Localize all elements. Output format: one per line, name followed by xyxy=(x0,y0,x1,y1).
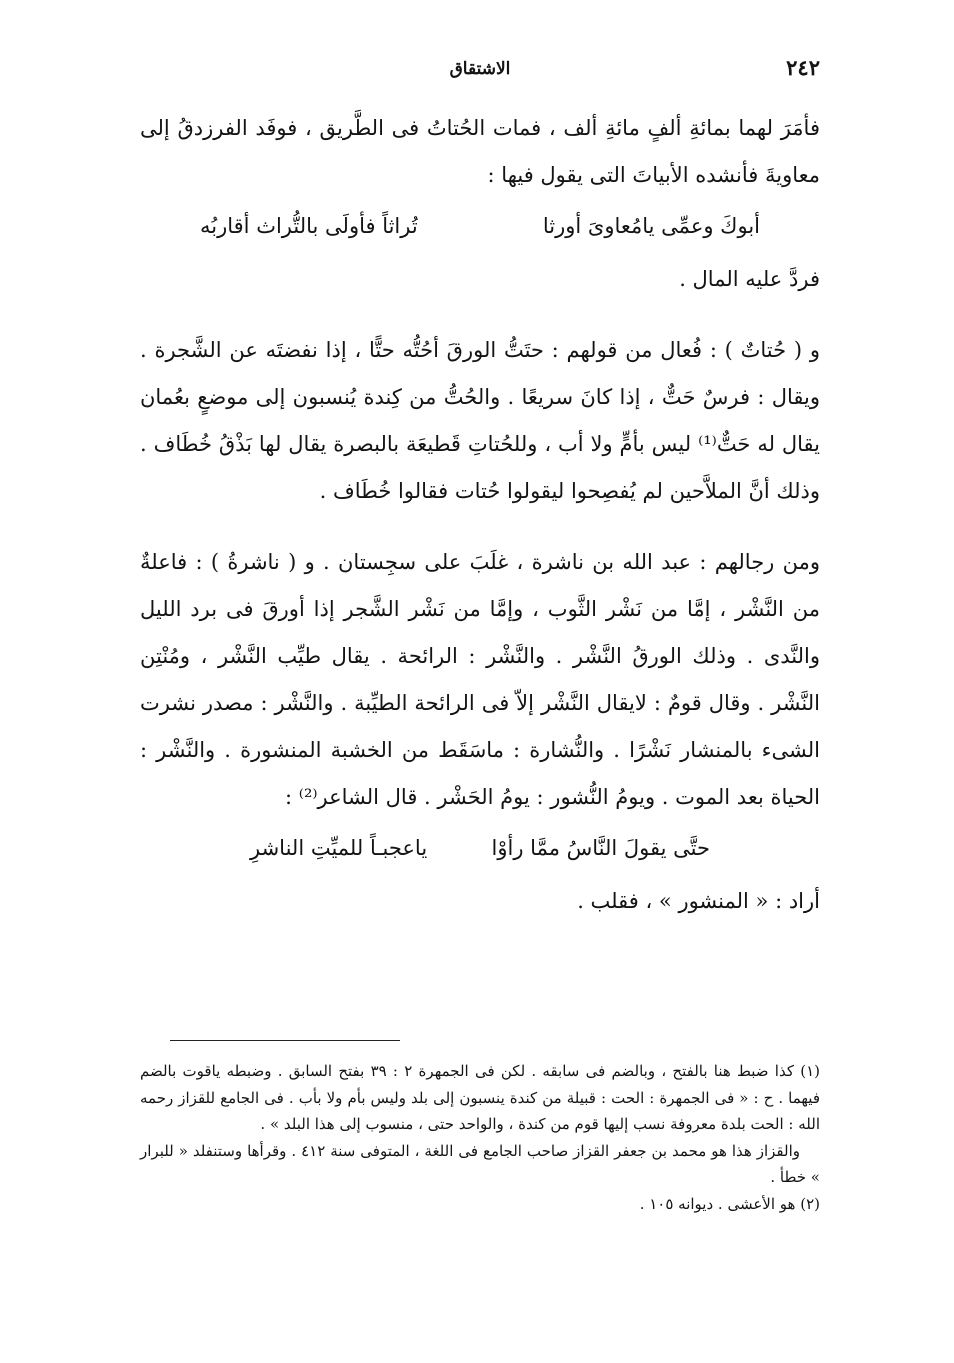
footnote-divider xyxy=(170,1040,400,1041)
footnote-2: (٢) هو الأعشى . ديوانه ١٠٥ . xyxy=(639,1194,820,1213)
footnote-1: (١) كذا ضبط هنا بالفتح ، وبالضم فى سابقه . لكن فى الجمهرة ٢ : ٣٩ بفتح السابق . وضبطه ياقوت بالضم فيهما . ح : « فى الجمهرة : الحت : قبيلة من كندة ينسبون إلى بلد وليس بأم ولا بأب . فى الجامع للقزاز رحمه الله : الحت بلدة معروفة نسب إليها قوم من كندة ، والواحد حتى ، منسوب إلى هذا البلد » . xyxy=(140,1062,820,1133)
page-header xyxy=(140,55,820,91)
paragraph-3: و ( حُتاتٌ ) : فُعال من قولهم : حتَتُّ الورقَ أحُتُّه حتًّا ، إذا نفضتَه عن الشَّجرة . ويقال : فرسٌ حَتٌّ ، إذا كانَ سريعًا . والحُتُّ من كِندة يُنسبون إلى موضعٍ بعُمان يقال له حَتٌّ⁽¹⁾ ليس بأمٍّ ولا أب ، وللحُتاتِ قَطيعَة بالبصرة يقال لها بَذْقُ خُطَاف . وذلك أنَّ الملاَّحين لم يُفصِحوا ليقولوا حُتات فقالوا خُطَاف . xyxy=(140,338,820,503)
running-title: الاشتقاق xyxy=(449,59,511,79)
paragraph-5: أراد : « المنشور » ، فقلب . xyxy=(577,889,820,913)
verse-1 xyxy=(200,203,760,250)
page xyxy=(140,55,820,925)
footnote-1-continuation: والقزاز هذا هو محمد بن جعفر القزاز صاحب الجامع فى اللغة ، المتوفى سنة ٤١٢ . وقرأها وستنفلد « للبرار » خطأ . xyxy=(140,1141,820,1186)
paragraph-2: فردَّ عليه المال . xyxy=(679,267,820,291)
verse-2-second-hemistich: ياعجبـاً للميِّتِ الناشرِ xyxy=(250,836,428,860)
verse-1-first-hemistich: أبوكَ وعمِّى يامُعاوىَ أورثا xyxy=(542,214,760,238)
verse-2-first-hemistich: حتَّى يقولَ النَّاسُ ممَّا رأوْا xyxy=(491,836,710,860)
page-number: ٢٤٢ xyxy=(786,55,820,80)
verse-2 xyxy=(250,825,710,872)
paragraph-1: فأمَرَ لهما بمائةِ ألفٍ مائةِ ألف ، فمات الحُتاتُ فى الطَّريق ، فوفَد الفرزدقُ إلى معاويةَ فأنشده الأبياتَ التى يقول فيها : xyxy=(140,116,820,187)
footnotes xyxy=(140,1058,820,1217)
paragraph-4: ومن رجالهم : عبد الله بن ناشرة ، غلَبَ على سجِستان . و ( ناشرةُ ) : فاعلةٌ من النَّشْر ، إمَّا من نَشْر الثَّوب ، وإمَّا من نَشْر الشَّجر إذا أورقَ فى برد الليل والنَّدى . وذلك الورقُ النَّشْر . والنَّشْر : الرائحة . يقال طيِّب النَّشْر ، ومُنْتِن النَّشْر . وقال قومٌ : لايقال النَّشْر إلاّ فى الرائحة الطيِّبة . والنَّشْر : مصدر نشرت الشىء بالمنشار نَشْرًا . والنُّشارة : ماسَقَط من الخشبة المنشورة . والنَّشْر : الحياة بعد الموت . ويومُ النُّشور : يومُ الحَشْر . قال الشاعر⁽²⁾ : xyxy=(140,550,820,809)
verse-1-second-hemistich: تُراثاً فأولَى بالتُّراث أقاربُه xyxy=(200,214,418,238)
